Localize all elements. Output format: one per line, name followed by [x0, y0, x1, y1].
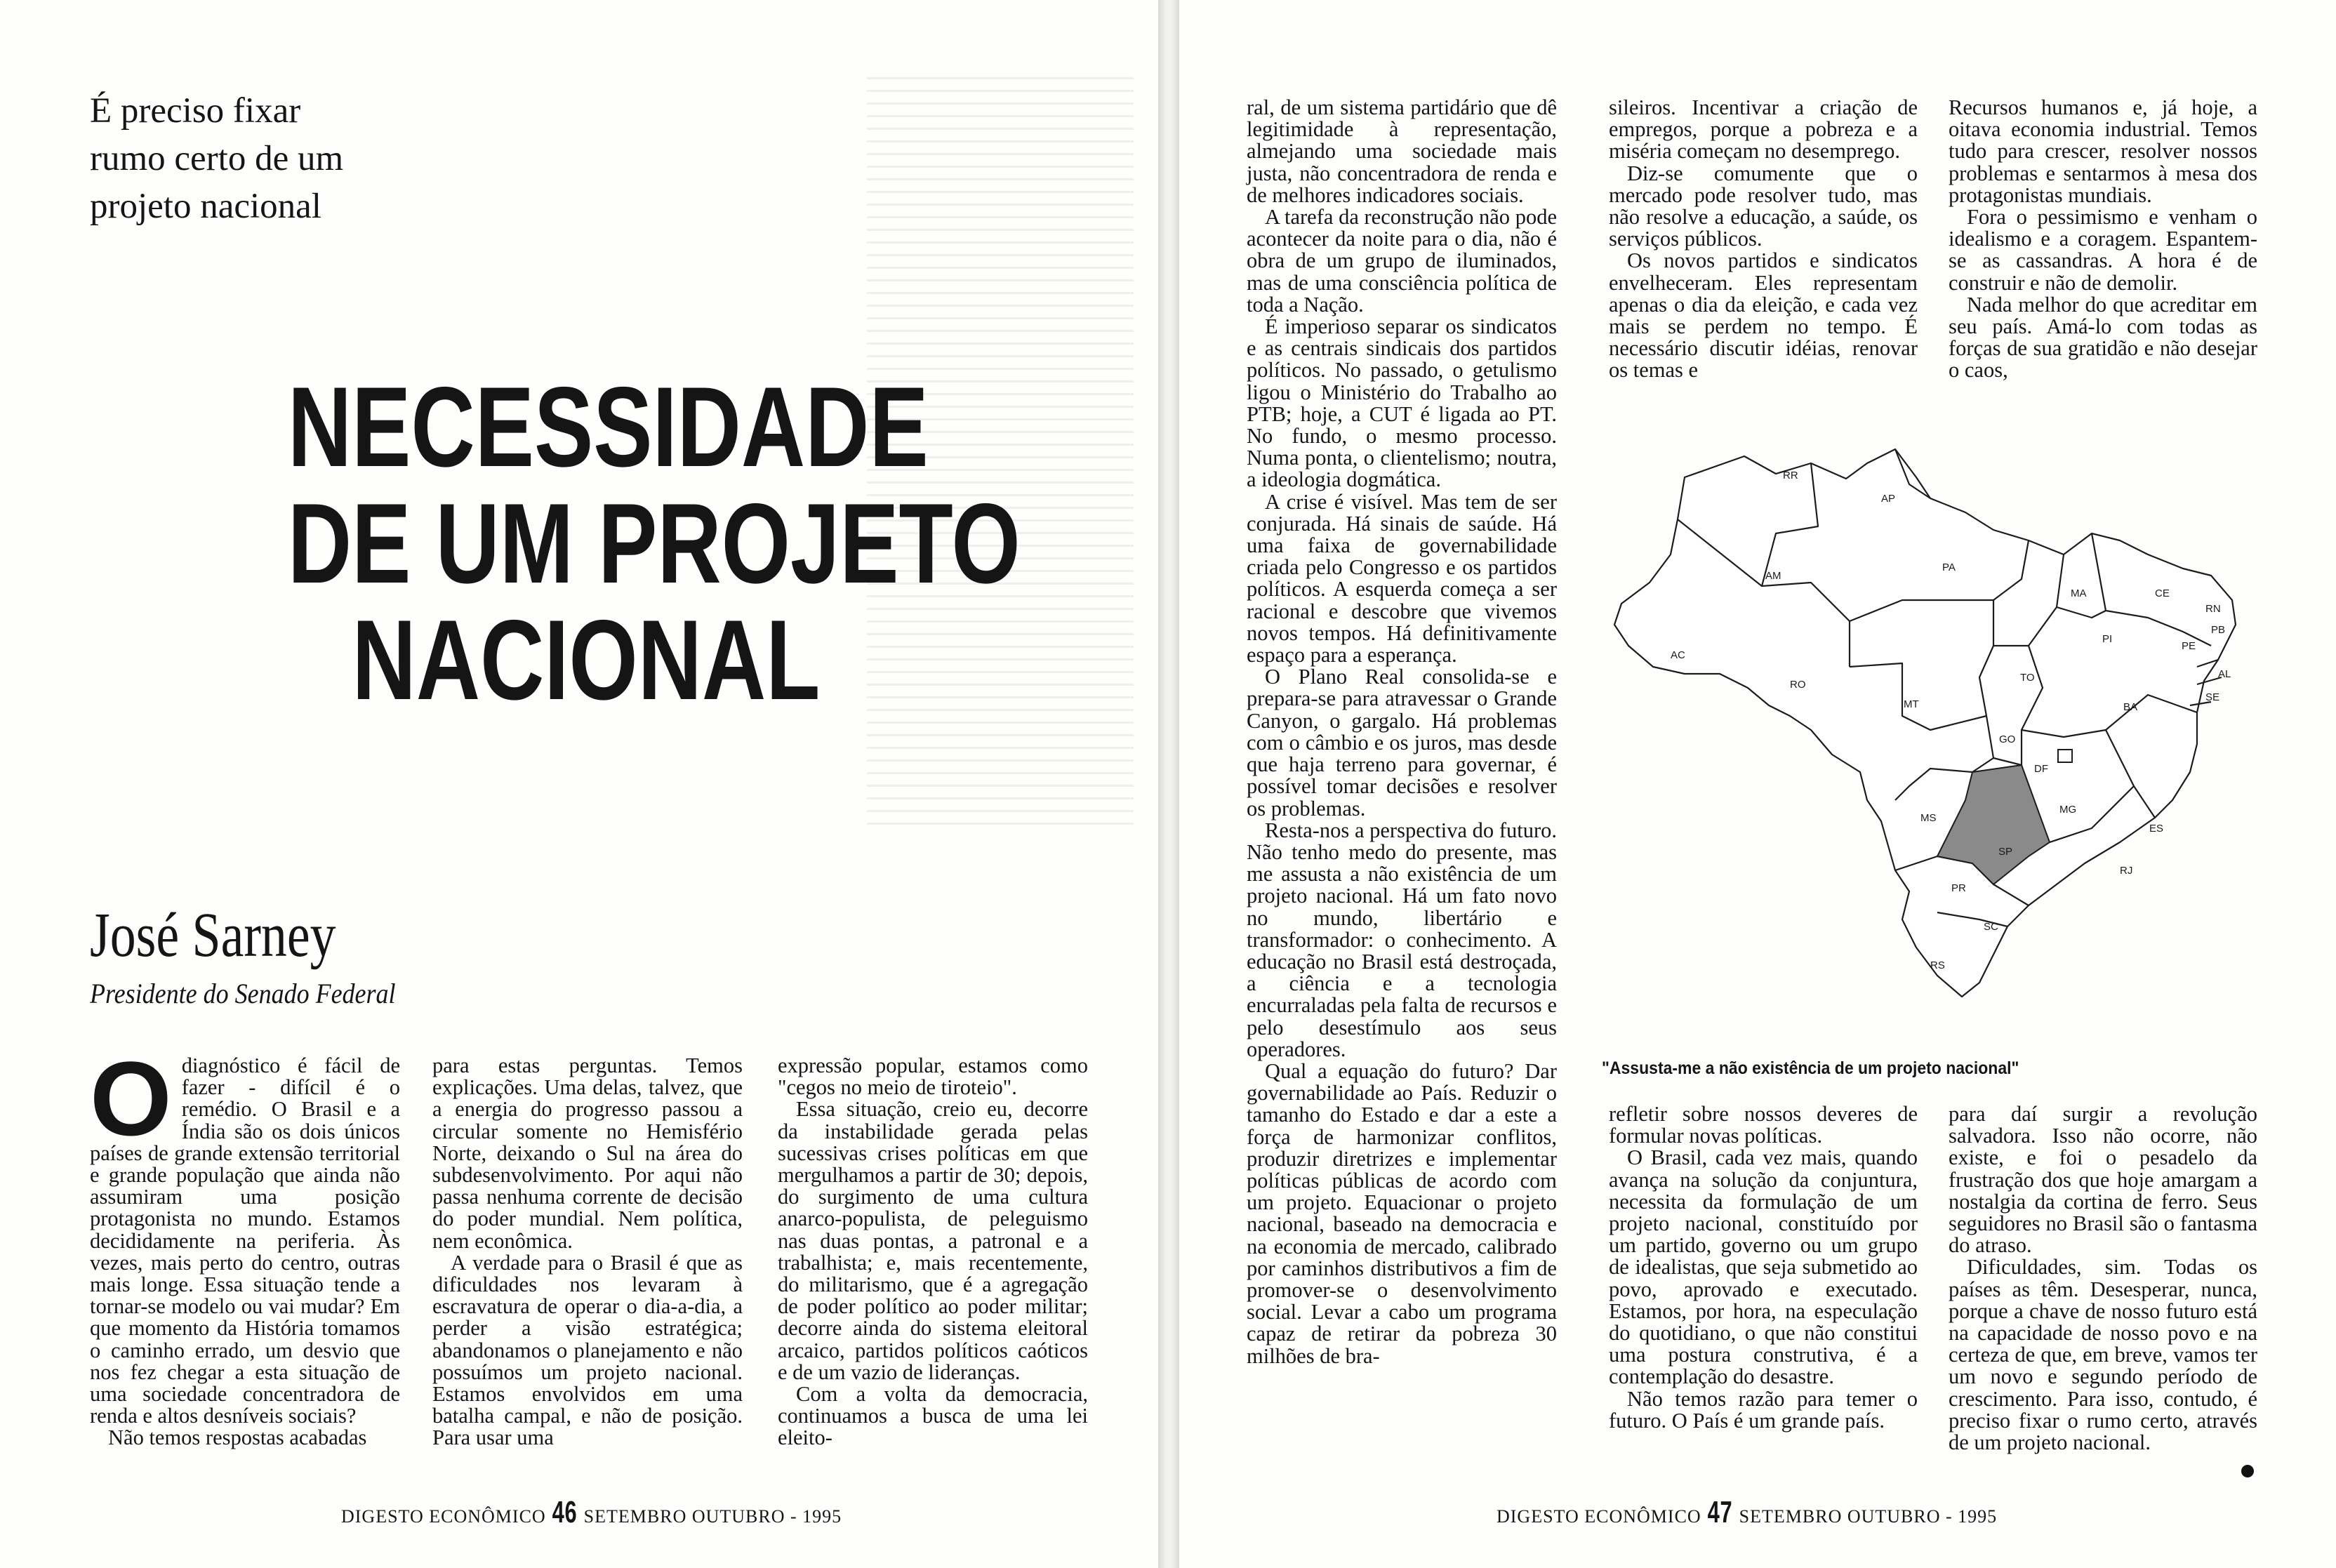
article-column-3 [778, 1055, 1088, 1449]
paragraph: Dificuldades, sim. Todas os países as têm. Desesperar, nunca, porque a chave de nosso futuro está na capacidade de nosso povo e na certeza de que, em breve, vamos ter um novo e segundo período de crescimento. Para isso, contudo, é preciso fixar o rumo certo, através de um projeto nacional. [1949, 1255, 2257, 1455]
paragraph: Fora o pessimismo e venham o idealismo e a coragem. Espantem-se as cassandras. A hora é de construir e não de demolir. [1949, 205, 2257, 295]
paragraph: Não temos razão para temer o futuro. O País é um grande país. [1609, 1386, 1918, 1433]
article-column-4 [1247, 97, 1557, 1367]
state-label-se: SE [2205, 691, 2220, 703]
paragraph: refletir sobre nossos deveres de formular novas políticas. [1609, 1102, 1918, 1148]
end-mark [2241, 1465, 2254, 1477]
state-label-pa: PA [1942, 562, 1956, 573]
state-label-sc: SC [1984, 921, 1998, 933]
paragraph: Essa situação, creio eu, decorre da instabilidade gerada pelas sucessivas crises políticas em que mergulhamos a partir de 30; depois, do surgimento de uma cultura anarco-populista, de peleguismo nas duas pontas, a patronal e a trabalhista; e, mais recentemente, do militarismo, que é a agregação de poder político ao poder militar; decorre ainda do sistema eleitoral arcaico, partidos políticos caóticos e de um vazio de lideranças. [778, 1097, 1088, 1384]
paragraph: Com a volta da democracia, continuamos a busca de uma lei eleito- [778, 1382, 1088, 1450]
paragraph: Os novos partidos e sindicatos envelheceram. Eles representam apenas o dia da eleição, e cada vez mais se perdem no tempo. É necessário discutir idéias, renovar os temas e [1609, 248, 1918, 383]
article-column-1 [90, 1039, 400, 1450]
state-label-mg: MG [2059, 804, 2077, 816]
paragraph: Qual a equação do futuro? Dar governabilidade ao País. Reduzir o tamanho do Estado e dar a este a força de harmonizar conflitos, produzir diretrizes e implementar políticas públicas de acordo com um projeto. Equacionar o projeto nacional, baseado na democracia e na economia de mercado, calibrado por caminhos distributivos a fim de promover-se o desenvolvimento social. Levar a cabo um programa capaz de retirar da pobreza 30 milhões de bra- [1247, 1058, 1557, 1368]
paragraph: O Brasil, cada vez mais, quando avança na solução da conjuntura, necessita da formulação de um projeto nacional, constituído por um partido, governo ou um grupo de idealistas, que seja submetido ao povo, aprovado e executado. Estamos, por hora, na especulação do quotidiano, o que não constitui uma postura construtiva, é a contemplação do desastre. [1609, 1145, 1918, 1389]
state-label-am: AM [1765, 570, 1781, 582]
article-column-6-bottom [1949, 1103, 2257, 1454]
paragraph: Nada melhor do que acreditar em seu país. Amá-lo com todas as forças de sua gratidão e não desejar o caos, [1949, 292, 2257, 383]
state-label-pi: PI [2102, 633, 2113, 645]
headline-line: NECESSIDADE [287, 364, 929, 491]
state-label-ce: CE [2155, 587, 2170, 599]
state-label-ba: BA [2123, 701, 2138, 713]
paragraph: A tarefa da reconstrução não pode acontecer da noite para o dia, não é obra de um grupo de iluminados, mas de uma consciência política de toda a Nação. [1247, 205, 1557, 317]
author-role: Presidente do Senado Federal [90, 978, 396, 1009]
state-label-pe: PE [2182, 640, 2196, 652]
page-footer: DIGESTO ECONÔMICO 46 SETEMBRO OUTUBRO - 1995 [341, 1495, 842, 1529]
paragraph: A verdade para o Brasil é que as dificuldades nos levaram à escravatura de operar o dia-a-dia, a perder a visão estratégica; abandonamos o planejamento e não possuímos um projeto nacional. Estamos envolvidos em uma batalha campal, e não de posição. Para usar uma [432, 1250, 743, 1450]
headline [287, 364, 1021, 724]
page-gutter [1158, 0, 1179, 1568]
state-label-ap: AP [1881, 493, 1896, 505]
drop-cap: O [90, 1039, 172, 1157]
state-label-ma: MA [2071, 587, 2087, 599]
paragraph: Resta-nos a perspectiva do futuro. Não tenho medo do presente, mas me assusta a não existência de um projeto nacional. Há um fato novo no mundo, libertário e transformador: o conhecimento. A educação no Brasil está destroçada, a ciência e a tecnologia encurraladas pela falta de recursos e pelo desestímulo aos seus operadores. [1247, 818, 1557, 1061]
left-page [0, 0, 1158, 1568]
headline-line: NACIONAL [352, 597, 821, 724]
paragraph: expressão popular, estamos como "cegos no meio de tiroteio". [778, 1054, 1088, 1100]
paragraph: É imperioso separar os sindicatos e as centrais sindicais dos partidos políticos. No passado, o getulismo ligou o Ministério do Trabalho ao PTB; hoje, a CUT é ligada ao PT. No fundo, o mesmo processo. Numa ponta, o clientelismo; noutra, a ideologia dogmática. [1247, 314, 1557, 492]
kicker-line: projeto nacional [90, 187, 321, 226]
country-outline [1614, 449, 2236, 997]
state-label-ms: MS [1920, 812, 1937, 824]
article-column-5-bottom [1609, 1103, 1918, 1432]
kicker [90, 87, 455, 230]
paragraph: ral, de um sistema partidário que dê legitimidade à representação, almejando uma sociedade mais justa, não concentradora de renda e de melhores indicadores sociais. [1247, 95, 1557, 207]
paragraph: Não temos respostas acabadas [108, 1426, 367, 1450]
state-label-rs: RS [1930, 959, 1945, 971]
kicker-line: rumo certo de um [90, 139, 344, 178]
state-df-marker [2058, 750, 2072, 762]
headline-line: DE UM PROJETO [287, 480, 1021, 607]
state-label-es: ES [2149, 823, 2164, 835]
state-label-pr: PR [1951, 882, 1966, 894]
article-column-6-top [1949, 97, 2257, 382]
author-name: José Sarney [90, 901, 336, 970]
paragraph: A crise é visível. Mas tem de ser conjurada. Há sinais de saúde. Há uma faixa de governabilidade criada pelo Congresso e os partidos políticos. A esquerda começa a ser racional e descobre que vivemos novos tempos. Há definitivamente espaço para a esperança. [1247, 489, 1557, 667]
paragraph: Diz-se comumente que o mercado pode resolver tudo, mas não resolve a educação, a saúde, os serviços públicos. [1609, 161, 1918, 251]
brazil-states-map [1600, 435, 2260, 1039]
page-number: 46 [552, 1495, 578, 1529]
paragraph: para daí surgir a revolução salvadora. Isso não ocorre, não existe, e foi o pesadelo da frustração dos que hoje amargam a nostalgia da cortina de ferro. Seus seguidores no Brasil são o fantasma do atraso. [1949, 1102, 2257, 1258]
state-label-df: DF [2034, 763, 2048, 775]
paragraph: sileiros. Incentivar a criação de empregos, porque a pobreza e a miséria começam no desemprego. [1609, 95, 1918, 164]
page-footer: DIGESTO ECONÔMICO 47 SETEMBRO OUTUBRO - 1995 [1496, 1495, 1998, 1529]
state-label-ro: RO [1790, 679, 1806, 691]
paragraph: O Plano Real consolida-se e prepara-se para atravessar o Grande Canyon, o gargalo. Há problemas com o câmbio e os juros, mas desde que haja terreno para governar, é possível tomar decisões e resolver os problemas. [1247, 665, 1557, 820]
paragraph: Recursos humanos e, já hoje, a oitava economia industrial. Temos tudo para crescer, resolver nossos problemas e sentarmos à mesa dos protagonistas mundiais. [1949, 95, 2257, 207]
state-label-pb: PB [2211, 624, 2226, 636]
state-label-to: TO [2020, 672, 2035, 684]
state-label-al: AL [2218, 668, 2231, 680]
article-column-5-top [1609, 97, 1918, 382]
paragraph: para estas perguntas. Temos explicações. Uma delas, talvez, que a energia do progresso passou a circular somente no Hemisfério Norte, deixando o Sul na área do subdesenvolvimento. Por aqui não passa nenhuma corrente de decisão do poder mundial. Nem política, nem econômica. [432, 1054, 743, 1253]
state-label-sp: SP [1998, 846, 2013, 858]
paragraph: Odiagnóstico é fácil de fazer - difícil é o remédio. O Brasil e a Índia são os dois únicos países de grande extensão territorial e grande população que ainda não assumiram uma posição protagonista no mundo. Estamos decididamente na periferia. Às vezes, mais perto do centro, outras mais longe. Essa situação tende a tornar-se modelo ou vai mudar? Em que momento da História tomamos o caminho errado, um desvio que nos fez chegar a esta situação de uma sociedade concentradora de renda e altos desníveis sociais? [90, 1039, 400, 1428]
page-number: 47 [1707, 1495, 1733, 1529]
state-label-mt: MT [1904, 698, 1919, 710]
article-column-2 [432, 1055, 743, 1449]
state-label-rn: RN [2205, 603, 2221, 615]
kicker-line: É preciso fixar [90, 91, 301, 131]
map-caption: "Assusta-me a não existência de um projeto nacional" [1602, 1058, 2019, 1078]
state-label-ac: AC [1671, 649, 1685, 661]
state-label-rj: RJ [2120, 865, 2133, 877]
state-label-go: GO [1999, 733, 2016, 745]
state-label-rr: RR [1783, 470, 1798, 481]
